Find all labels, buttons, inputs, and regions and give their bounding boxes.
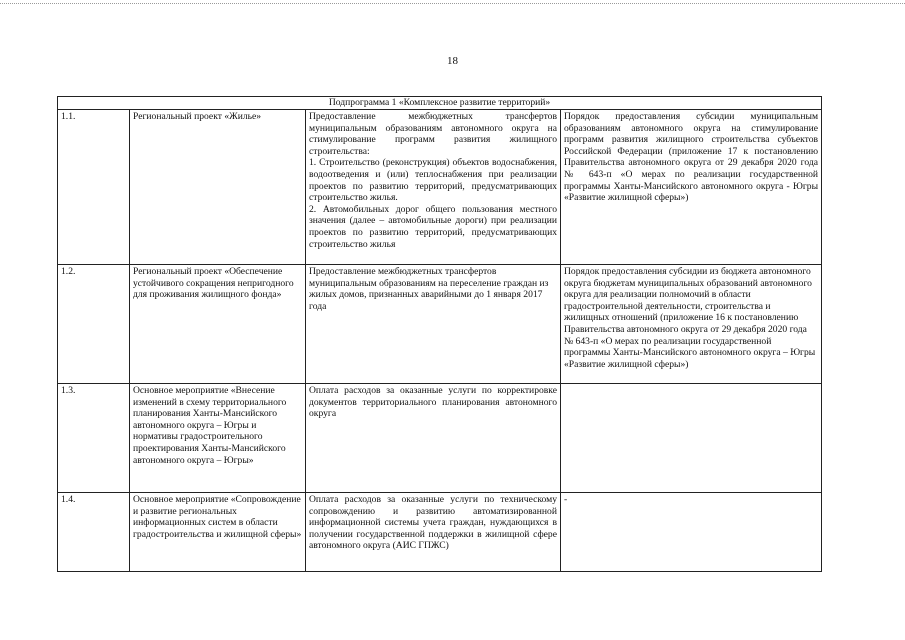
description-paragraph: Оплата расходов за оказанные услуги по корректировке документов территориального планирования автономного округа — [309, 385, 557, 420]
measure-name: Основное мероприятие «Внесение изменений в схему территориального планирования Ханты-Мансийского автономного округа – Югры и нормативы градостроительного проектирования Ханты-Мансийского автономного округа – Югры» — [130, 384, 306, 493]
measure-description — [306, 384, 561, 493]
legal-document — [561, 384, 822, 493]
subprogram-title: Подпрограмма 1 «Комплексное развитие территорий» — [58, 97, 822, 110]
measure-name: Региональный проект «Жилье» — [130, 110, 306, 265]
measure-description — [306, 110, 561, 265]
description-paragraph: Оплата расходов за оказанные услуги по техническому сопровождению и развитию автоматизированной информационной системы учета граждан, нуждающихся в получении государственной поддержки в жилищной сфере автономного округа (АИС ГПЖС) — [309, 494, 557, 552]
row-number: 1.4. — [58, 493, 130, 572]
measure-name: Основное мероприятие «Сопровождение и развитие региональных информационных систем в области градостроительства и жилищной сферы» — [130, 493, 306, 572]
description-paragraph: 1. Строительство (реконструкция) объектов водоснабжения, водоотведения и (или) теплоснабжения при реализации проектов по развитию территорий, предусматривающих строительство жилья. — [309, 157, 557, 204]
description-paragraph: 2. Автомобильных дорог общего пользования местного значения (далее – автомобильные дороги) при реализации проектов по развитию территорий, предусматривающих строительство жилья — [309, 203, 557, 250]
legal-document: - — [561, 493, 822, 572]
measure-name: Региональный проект «Обеспечение устойчивого сокращения непригодного для проживания жилищного фонда» — [130, 265, 306, 384]
measure-description — [306, 265, 561, 384]
description-paragraph: Предоставление межбюджетных трансфертов муниципальным образованиям на переселение граждан из жилых домов, признанных аварийными до 1 января 2017 года — [309, 266, 549, 312]
row-number: 1.2. — [58, 265, 130, 384]
row-number: 1.3. — [58, 384, 130, 493]
table-row — [58, 493, 822, 572]
measure-description — [306, 493, 561, 572]
scan-top-edge — [0, 3, 905, 4]
table-row — [58, 110, 822, 265]
legal-document: Порядок предоставления субсидии муниципальным образованиям автономного округа на стимулирование программ развития жилищного строительства субъектов Российской Федерации (приложение 17 к постановлению Правительства автономного округа от 29 декабря 2020 года № 643-п «О мерах по реализации государственной программы Ханты-Мансийского автономного округа - Югры «Развитие жилищной сферы») — [561, 110, 822, 265]
table-row — [58, 384, 822, 493]
row-number: 1.1. — [58, 110, 130, 265]
table-row — [58, 265, 822, 384]
page-number: 18 — [447, 55, 458, 67]
measures-table — [57, 96, 822, 572]
description-paragraph: Предоставление межбюджетных трансфертов муниципальным образованиям автономного округа на стимулирование программ развития жилищного строительства: — [309, 111, 557, 157]
legal-document: Порядок предоставления субсидии из бюджета автономного округа бюджетам муниципальных образований автономного округа для реализации полномочий в области градостроительной деятельности, строительства и жилищных отношений (приложение 16 к постановлению Правительства автономного округа от 29 декабря 2020 года № 643-п «О мерах по реализации государственной программы Ханты-Мансийского автономного округа – Югры «Развитие жилищной сферы») — [561, 265, 822, 384]
